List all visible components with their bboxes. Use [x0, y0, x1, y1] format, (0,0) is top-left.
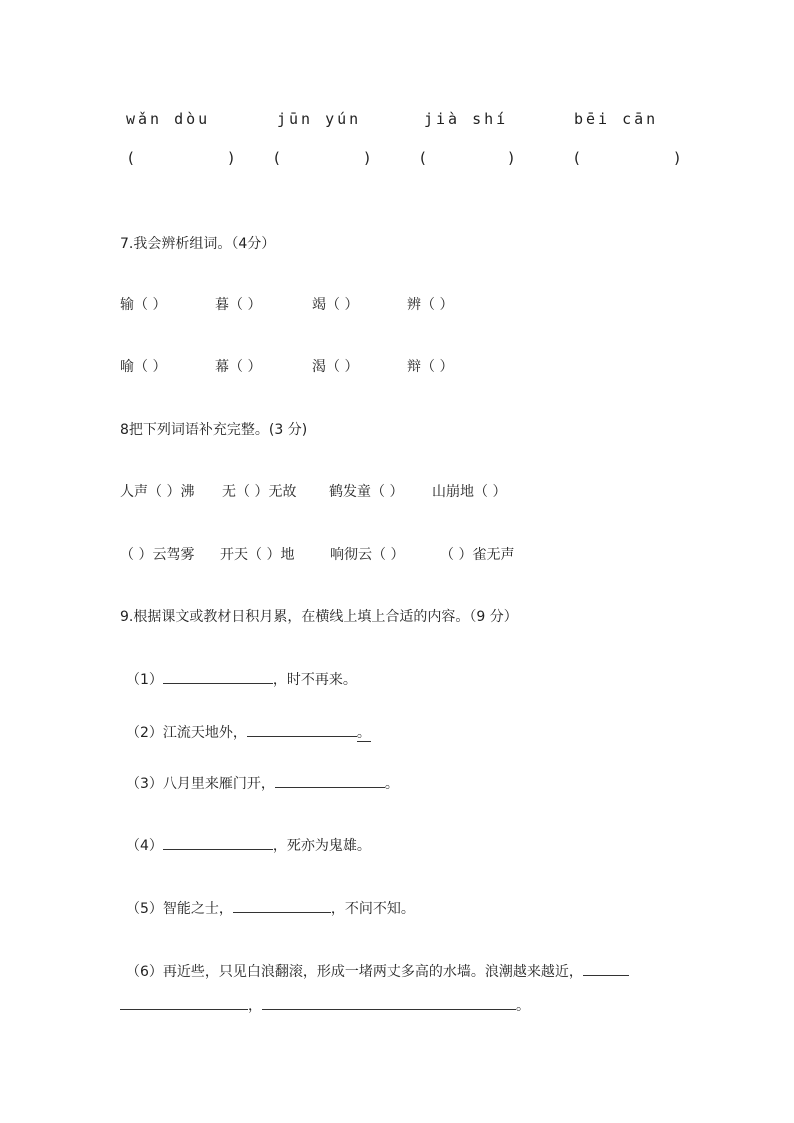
q7-r1-2[interactable]: 暮（ ）	[215, 297, 262, 313]
q7-r2-2[interactable]: 幕（ ）	[215, 359, 262, 375]
q9-item-3-text-after: 。	[384, 776, 399, 792]
q9-item-2-blank[interactable]	[247, 724, 357, 737]
q9-item-1-number: （1）	[126, 672, 163, 688]
q7-r1-4[interactable]: 辨（ ）	[407, 297, 454, 313]
q9-item-1-blank[interactable]	[163, 671, 273, 684]
q9-item-5-text-before: 智能之士，	[162, 901, 233, 917]
q7-r1-3[interactable]: 竭（ ）	[312, 297, 359, 313]
q9-item-6-line2	[120, 995, 530, 1015]
q9-item-1	[126, 669, 357, 689]
q8-r2-1[interactable]: （ ）云驾雾	[120, 547, 195, 563]
q9-item-3	[126, 773, 399, 793]
q9-item-6-text-mid: ，	[248, 998, 262, 1014]
q9-item-4-number: （4）	[126, 838, 163, 854]
q8-r2-2[interactable]: 开天（ ）地	[220, 547, 295, 563]
q9-item-6-blank-1[interactable]	[120, 997, 248, 1010]
q8-r2-4[interactable]: （ ）雀无声	[440, 547, 515, 563]
pinyin-1: wǎn dòu	[126, 110, 211, 128]
q9-item-6-text-before: 再近些，只见白浪翻滚，形成一堵两丈多高的水墙。浪潮越来越近，	[162, 964, 583, 980]
q8-r1-1[interactable]: 人声（ ）沸	[120, 484, 195, 500]
q8-r1-4[interactable]: 山崩地（ ）	[432, 484, 507, 500]
q9-item-6-blank-2[interactable]	[262, 997, 516, 1010]
q9-item-3-text-before: 八月里来雁门开，	[162, 776, 275, 792]
q9-item-5-text-after: ，不问不知。	[330, 901, 415, 917]
pinyin-2: jūn yún	[277, 110, 362, 128]
q7-r2-1[interactable]: 喻（ ）	[120, 359, 167, 375]
q9-item-5-number: （5）	[126, 901, 163, 917]
q9-item-4-text-after: ，死亦为鬼雄。	[272, 838, 371, 854]
q8-title: 8把下列词语补充完整。(3 分)	[120, 422, 308, 438]
q9-item-3-number: （3）	[126, 776, 163, 792]
q9-item-6-line1	[126, 961, 629, 981]
q9-item-4	[126, 835, 371, 855]
q9-item-5	[126, 898, 415, 918]
q9-item-2	[126, 722, 371, 742]
q9-item-2-text-before: 江流天地外，	[162, 725, 247, 741]
pinyin-4: bēi cān	[574, 110, 659, 128]
q9-item-6-number: （6）	[126, 964, 163, 980]
q9-item-1-text-after: ，时不再来。	[272, 672, 357, 688]
q9-item-2-number: （2）	[126, 725, 163, 741]
q8-r1-2[interactable]: 无（ ）无故	[222, 484, 297, 500]
q9-item-3-blank[interactable]	[275, 775, 385, 788]
q8-r2-3[interactable]: 响彻云（ ）	[330, 547, 405, 563]
q9-item-5-blank[interactable]	[233, 900, 331, 913]
q7-r1-1[interactable]: 输（ ）	[120, 297, 167, 313]
q8-r1-3[interactable]: 鹤发童（ ）	[329, 484, 404, 500]
q7-r2-3[interactable]: 渴（ ）	[312, 359, 359, 375]
q9-item-2-text-after: 。	[356, 725, 371, 741]
q9-item-6-text-after: 。	[516, 998, 530, 1014]
q9-item-6-blank-start[interactable]	[583, 963, 629, 976]
q7-r2-4[interactable]: 辩（ ）	[407, 359, 454, 375]
q7-title: 7.我会辨析组词。（4分）	[120, 236, 276, 252]
q9-title: 9.根据课文或教材日积月累，在横线上填上合适的内容。（9 分）	[120, 609, 518, 625]
q9-item-4-blank[interactable]	[163, 837, 273, 850]
pinyin-3: jià shí	[424, 110, 509, 128]
